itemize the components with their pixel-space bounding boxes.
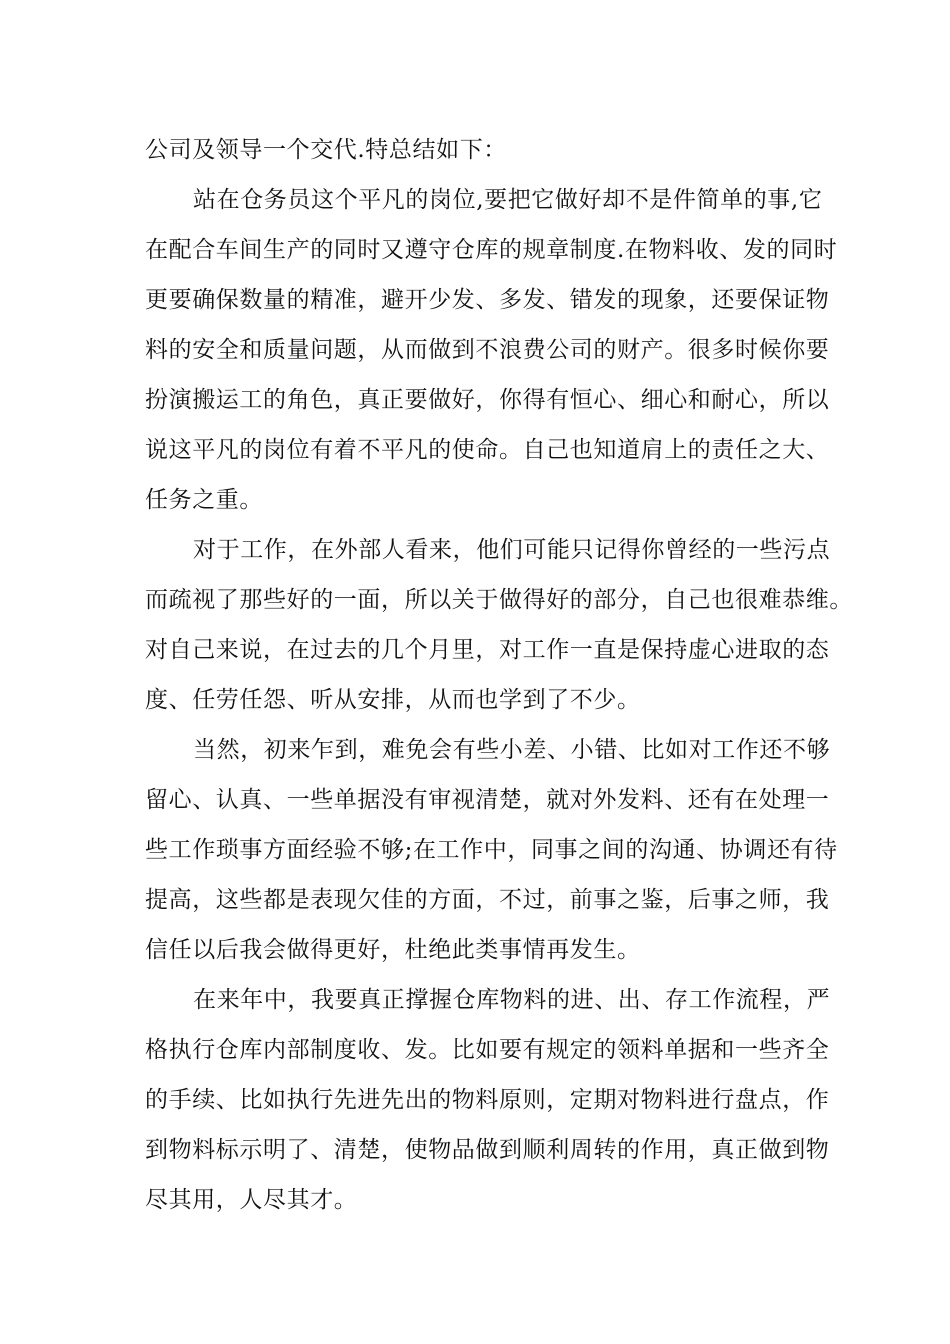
text-line: 格执行仓库内部制度收、发。比如要有规定的领料单据和一些齐全 [145, 1037, 830, 1063]
text-line: 公司及领导一个交代.特总结如下： [145, 137, 507, 163]
text-line: 对自己来说，在过去的几个月里，对工作一直是保持虚心进取的态 [145, 637, 830, 663]
text-line: 留心、认真、一些单据没有审视清楚，就对外发料、还有在处理一 [145, 787, 830, 813]
text-line: 尽其用，人尽其才。 [145, 1187, 358, 1213]
text-line: 任务之重。 [145, 487, 263, 513]
text-line: 料的安全和质量问题，从而做到不浪费公司的财产。很多时候你要 [145, 337, 830, 363]
text-line: 而疏视了那些好的一面，所以关于做得好的部分，自己也很难恭维。 [145, 587, 853, 613]
text-line: 在配合车间生产的同时又遵守仓库的规章制度.在物料收、发的同时 [145, 237, 838, 263]
text-line: 信任以后我会做得更好，杜绝此类事情再发生。 [145, 937, 641, 963]
text-line: 度、任劳任怨、听从安排，从而也学到了不少。 [145, 687, 641, 713]
text-line: 更要确保数量的精准，避开少发、多发、错发的现象，还要保证物 [145, 287, 830, 313]
paragraph-first-line: 在来年中，我要真正撑握仓库物料的进、出、存工作流程，严 [193, 987, 831, 1013]
text-line: 些工作琐事方面经验不够;在工作中，同事之间的沟通、协调还有待 [145, 837, 838, 863]
text-line: 扮演搬运工的角色，真正要做好，你得有恒心、细心和耐心，所以 [145, 387, 830, 413]
text-line: 的手续、比如执行先进先出的物料原则，定期对物料进行盘点，作 [145, 1087, 830, 1113]
text-line: 提高，这些都是表现欠佳的方面，不过，前事之鉴，后事之师，我 [145, 887, 830, 913]
paragraph-first-line: 当然，初来乍到，难免会有些小差、小错、比如对工作还不够 [193, 737, 831, 763]
text-line: 到物料标示明了、清楚，使物品做到顺利周转的作用，真正做到物 [145, 1137, 830, 1163]
paragraph-first-line: 站在仓务员这个平凡的岗位,要把它做好却不是件简单的事,它 [193, 187, 823, 213]
text-line: 说这平凡的岗位有着不平凡的使命。自己也知道肩上的责任之大、 [145, 437, 830, 463]
paragraph-first-line: 对于工作，在外部人看来，他们可能只记得你曾经的一些污点 [193, 537, 831, 563]
